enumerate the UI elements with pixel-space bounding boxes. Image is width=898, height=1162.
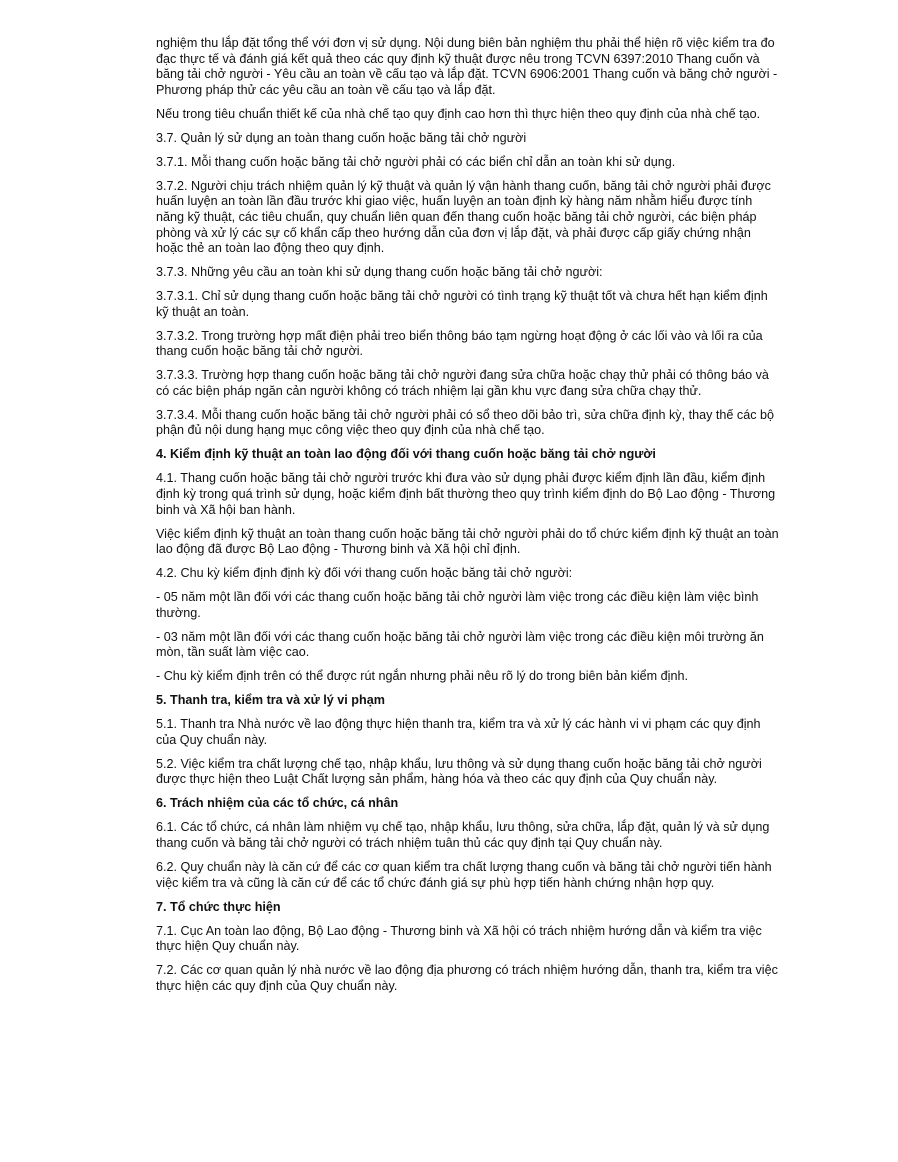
paragraph: 3.7.2. Người chịu trách nhiệm quản lý kỹ thuật và quản lý vận hành thang cuốn, băng tải chở người phải được huấn luyện an toàn lần đầu trước khi giao việc, huấn luyện an toàn định kỳ hàng năm nhằm hiểu được tính năng kỹ thuật, các tiêu chuẩn, quy chuẩn liên quan đến thang cuốn hoặc băng tải chở người, các biện pháp phòng và xử lý các sự cố khẩn cấp theo hướng dẫn của đơn vị lắp đặt, và phải được cấp giấy chứng nhận hoặc thẻ an toàn lao động theo quy định. (156, 178, 771, 256)
paragraph: 5.2. Việc kiểm tra chất lượng chế tạo, nhập khẩu, lưu thông và sử dụng thang cuốn hoặc băng tải chở người được thực hiện theo Luật Chất lượng sản phẩm, hàng hóa và theo các quy định của Quy chuẩn này. (156, 756, 762, 787)
paragraph: 5.1. Thanh tra Nhà nước về lao động thực hiện thanh tra, kiểm tra và xử lý các hành vi vi phạm các quy định của Quy chuẩn này. (156, 717, 761, 747)
section-heading: 5. Thanh tra, kiểm tra và xử lý vi phạm (156, 693, 385, 708)
paragraph: - 05 năm một lần đối với các thang cuốn hoặc băng tải chở người làm việc trong các điều kiện làm việc bình thường. (156, 590, 759, 620)
paragraph: - Chu kỳ kiểm định trên có thể được rút ngắn nhưng phải nêu rõ lý do trong biên bản kiểm định. (156, 669, 688, 684)
paragraph: 3.7.3.1. Chỉ sử dụng thang cuốn hoặc băng tải chở người có tình trạng kỹ thuật tốt và chưa hết hạn kiểm định kỹ thuật an toàn. (156, 289, 768, 319)
paragraph: 6.1. Các tổ chức, cá nhân làm nhiệm vụ chế tạo, nhập khẩu, lưu thông, sửa chữa, lắp đặt, quản lý và sử dụng thang cuốn và băng tải chở người có trách nhiệm tuân thủ các quy định tại Quy chuẩn này. (156, 820, 770, 850)
section-heading: 7. Tổ chức thực hiện (156, 899, 281, 914)
paragraph: 7.2. Các cơ quan quản lý nhà nước về lao động địa phương có trách nhiệm hướng dẫn, thanh tra, kiểm tra việc thực hiện các quy định của Quy chuẩn này. (156, 963, 778, 993)
paragraph: 3.7.3.4. Mỗi thang cuốn hoặc băng tải chở người phải có sổ theo dõi bảo trì, sửa chữa định kỳ, thay thế các bộ phận đủ nội dung hạng mục công việc theo quy định của nhà chế tạo. (156, 407, 775, 438)
section-heading: 4. Kiểm định kỹ thuật an toàn lao động đối với thang cuốn hoặc băng tải chở người (156, 447, 656, 462)
document-page (156, 36, 780, 1003)
paragraph: nghiệm thu lắp đặt tổng thể với đơn vị sử dụng. Nội dung biên bản nghiệm thu phải thể hiện rõ việc kiểm tra đo đạc thực tế và đánh giá kết quả theo các quy định kỹ thuật được nêu trong TCVN 6397:2010 Thang cuốn và băng tải chở người - Yêu cầu an toàn về cấu tạo và lắp đặt. TCVN 6906:2001 Thang cuốn và băng chở người - Phương pháp thử các yêu cầu an toàn về cấu tạo và lắp đặt. (156, 36, 778, 97)
paragraph: 6.2. Quy chuẩn này là căn cứ để các cơ quan kiểm tra chất lượng thang cuốn và băng tải chở người tiến hành việc kiểm tra và cũng là căn cứ để các tổ chức đánh giá sự phù hợp tiến hành chứng nhận hợp quy. (156, 859, 772, 890)
paragraph: 3.7.3. Những yêu cầu an toàn khi sử dụng thang cuốn hoặc băng tải chở người: (156, 265, 603, 280)
paragraph: 4.1. Thang cuốn hoặc băng tải chở người trước khi đưa vào sử dụng phải được kiểm định lần đầu, kiểm định định kỳ trong quá trình sử dụng, hoặc kiểm định bất thường theo quy trình kiểm định do Bộ Lao động - Thương binh và Xã hội ban hành. (156, 471, 776, 517)
section-heading: 6. Trách nhiệm của các tổ chức, cá nhân (156, 796, 399, 811)
paragraph: - 03 năm một lần đối với các thang cuốn hoặc băng tải chở người làm việc trong các điều kiện môi trường ăn mòn, tần suất làm việc cao. (156, 629, 764, 660)
paragraph: 4.2. Chu kỳ kiểm định định kỳ đối với thang cuốn hoặc băng tải chở người: (156, 566, 573, 581)
paragraph: 3.7.3.3. Trường hợp thang cuốn hoặc băng tải chở người đang sửa chữa hoặc chạy thử phải có thông báo và có các biện pháp ngăn cản người không có trách nhiệm lại gần khu vực đang sửa chữa chạy thử. (156, 368, 769, 398)
paragraph: 3.7.1. Mỗi thang cuốn hoặc băng tải chở người phải có các biển chỉ dẫn an toàn khi sử dụng. (156, 154, 676, 169)
paragraph: 7.1. Cục An toàn lao động, Bộ Lao động - Thương binh và Xã hội có trách nhiệm hướng dẫn và kiểm tra việc thực hiện Quy chuẩn này. (156, 923, 762, 954)
paragraph: 3.7.3.2. Trong trường hợp mất điện phải treo biển thông báo tạm ngừng hoạt động ở các lối vào và lối ra của thang cuốn hoặc băng tải chở người. (156, 328, 763, 359)
paragraph: 3.7. Quản lý sử dụng an toàn thang cuốn hoặc băng tải chở người (156, 130, 527, 145)
paragraph: Việc kiểm định kỹ thuật an toàn thang cuốn hoặc băng tải chở người phải do tổ chức kiểm định kỹ thuật an toàn lao động đã được Bộ Lao động - Thương binh và Xã hội chỉ định. (156, 526, 779, 557)
paragraph: Nếu trong tiêu chuẩn thiết kế của nhà chế tạo quy định cao hơn thì thực hiện theo quy định của nhà chế tạo. (156, 106, 761, 121)
